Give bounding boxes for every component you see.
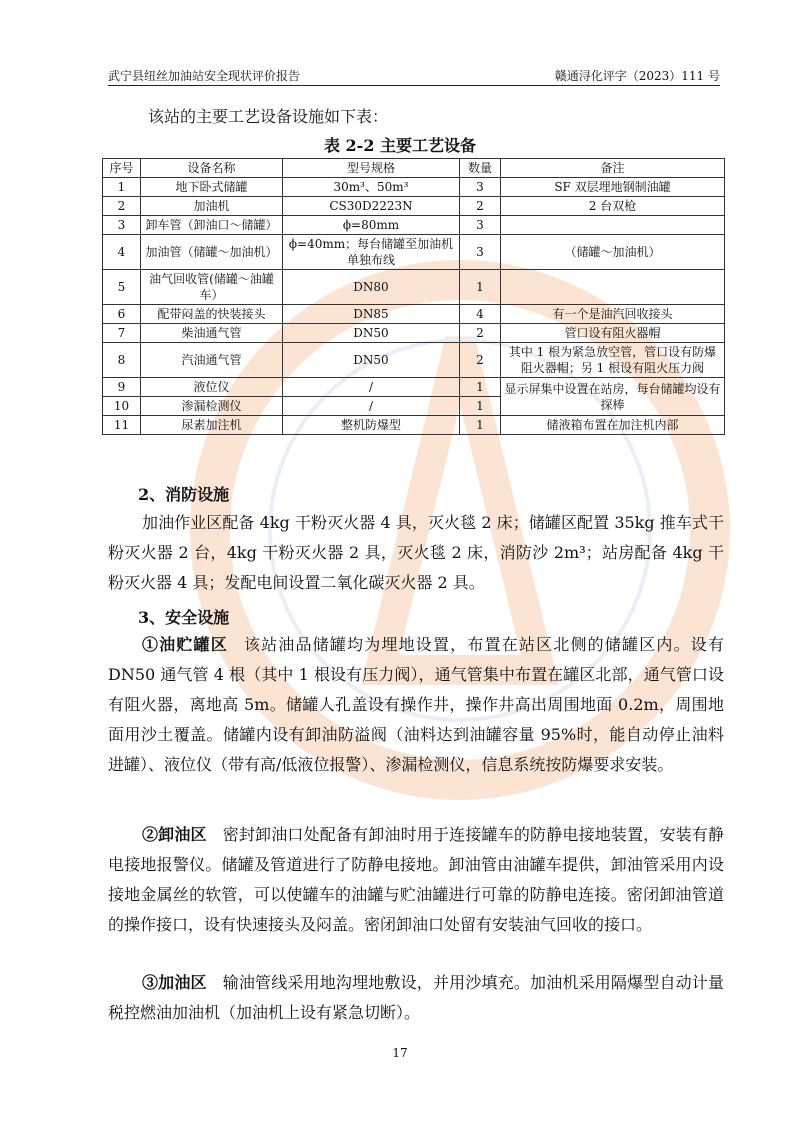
header-cell: 备注 [501,159,725,178]
table-cell: 汽油通气管 [141,343,283,378]
table-cell: 7 [103,324,141,343]
table-cell: 柴油通气管 [141,324,283,343]
item-label: ②卸油区 [142,825,207,844]
table-cell: 2 [103,197,141,216]
page-header [108,64,720,84]
table-cell: 6 [103,305,141,324]
header-right: 赣通浔化评字（2023）111 号 [554,69,720,83]
table-cell: CS30D2223N [283,197,460,216]
table-cell: 5 [103,270,141,305]
table-cell: 3 [103,216,141,235]
table-cell: 有一个是油汽回收接头 [501,305,725,324]
equipment-table [102,158,725,435]
table-cell: 8 [103,343,141,378]
table-cell: 3 [460,178,501,197]
table-cell: 其中 1 根为紧急放空管，管口设有防爆阻火器帽；另 1 根设有阻火压力阀 [501,343,725,378]
table-row [103,178,725,197]
table-cell [501,216,725,235]
table-row [103,305,725,324]
table-cell: 尿素加注机 [141,416,283,435]
item-text: 密封卸油口处配备有卸油时用于连接罐车的防静电接地装置，安装有静电接地报警仪。储罐及管道进行了防静电接地。卸油管由油罐车提供，卸油管采用内设接地金属丝的软管，可以使罐车的油罐与贮油罐进行可靠的防静电连接。密闭卸油管道的操作接口，设有快速接头及闷盖。密闭卸油口处留有安装油气回收的接口。 [108,825,724,934]
intro-text: 该站的主要工艺设备设施如下表： [148,107,389,126]
table-row [103,197,725,216]
header-cell: 数量 [460,159,501,178]
table-cell: 2 [460,197,501,216]
item-text: 该站油品储罐均为埋地设置，布置在站区北侧的储罐区内。设有 DN50 通气管 4 根（其中 1 根设有压力阀），通气管集中布置在罐区北部，通气管口设有阻火器，离地高 5m。储罐人孔盖设有操作井，操作井高出周围地面 0.2m，周围地面用沙土覆盖。储罐内设有卸油防溢阀（油料达到油罐容量 95%时，能自动停止油料进罐）、液位仪（带有高/低液位报警）、渗漏检测仪，信息系统按防爆要求安装。 [108,635,724,774]
table-cell: 3 [460,216,501,235]
table-row [103,343,725,378]
header-left: 武宁县纽丝加油站安全现状评价报告 [108,69,301,83]
table-cell: 4 [460,305,501,324]
header-rule [108,85,720,86]
page-number: 17 [392,1046,408,1060]
table-cell: 油气回收管(储罐～油罐车） [141,270,283,305]
header-cell: 序号 [103,159,141,178]
table-cell [501,270,725,305]
section-heading-safety: 3、安全设施 [138,608,230,627]
table-cell: ϕ=40mm；每台储罐至加油机单独布线 [283,235,460,270]
header-cell: 型号规格 [283,159,460,178]
table-cell: DN85 [283,305,460,324]
table-row [103,416,725,435]
table-cell: 9 [103,378,141,397]
table-cell: DN50 [283,324,460,343]
table-row [103,270,725,305]
table-row [103,324,725,343]
table-cell: 加油机 [141,197,283,216]
section-heading-fire: 2、消防设施 [138,485,230,504]
table-cell: 2 [460,324,501,343]
table-row [103,235,725,270]
safety-paragraph-refueling-area [108,968,724,1028]
safety-paragraph-tank-area [108,630,724,780]
fire-facilities-paragraph: 加油作业区配备 4kg 干粉灭火器 4 具，灭火毯 2 床；储罐区配置 35kg 推车式干粉灭火器 2 台，4kg 干粉灭火器 2 具，灭火毯 2 床，消防沙 2m³；站房配备 4kg 干粉灭火器 4 具；发配电间设置二氧化碳灭火器 2 具。 [108,513,724,592]
table-header-row [103,159,725,178]
table-cell: 1 [460,397,501,416]
table-cell: 1 [460,270,501,305]
table-cell: 3 [460,235,501,270]
table-cell: 10 [103,397,141,416]
item-label: ③加油区 [142,973,207,992]
table-cell: 渗漏检测仪 [141,397,283,416]
table-title: 表 2-2 主要工艺设备 [323,136,477,155]
table-row [103,216,725,235]
table-cell: 1 [460,378,501,397]
table-cell: 配带闷盖的快装接头 [141,305,283,324]
table-cell: 2 台双枪 [501,197,725,216]
table-cell: 显示屏集中设置在站房，每台储罐均设有探棒 [501,378,725,416]
table-cell: 11 [103,416,141,435]
table-cell: SF 双层埋地钢制油罐 [501,178,725,197]
table-row [103,378,725,397]
safety-paragraph-unloading-area [108,820,724,940]
item-label: ①油贮罐区 [142,635,228,654]
item-text: 输油管线采用地沟埋地敷设，并用沙填充。加油机采用隔爆型自动计量税控燃油加油机（加油机上设有紧急切断）。 [108,973,724,1022]
table-cell: 地下卧式储罐 [141,178,283,197]
header-cell: 设备名称 [141,159,283,178]
table-cell: DN80 [283,270,460,305]
table-cell: 管口设有阻火器帽 [501,324,725,343]
table-cell: 加油管（储罐～加油机） [141,235,283,270]
table-cell: 4 [103,235,141,270]
table-cell: 整机防爆型 [283,416,460,435]
table-cell: 2 [460,343,501,378]
table-cell: 1 [103,178,141,197]
table-cell: 液位仪 [141,378,283,397]
table-cell: ϕ=80mm [283,216,460,235]
table-cell: / [283,378,460,397]
table-cell: 卸车管（卸油口～储罐） [141,216,283,235]
table-cell: 1 [460,416,501,435]
table-cell: DN50 [283,343,460,378]
table-cell: （储罐～加油机） [501,235,725,270]
table-cell: 储液箱布置在加注机内部 [501,416,725,435]
table-cell: 30m³、50m³ [283,178,460,197]
table-cell: / [283,397,460,416]
